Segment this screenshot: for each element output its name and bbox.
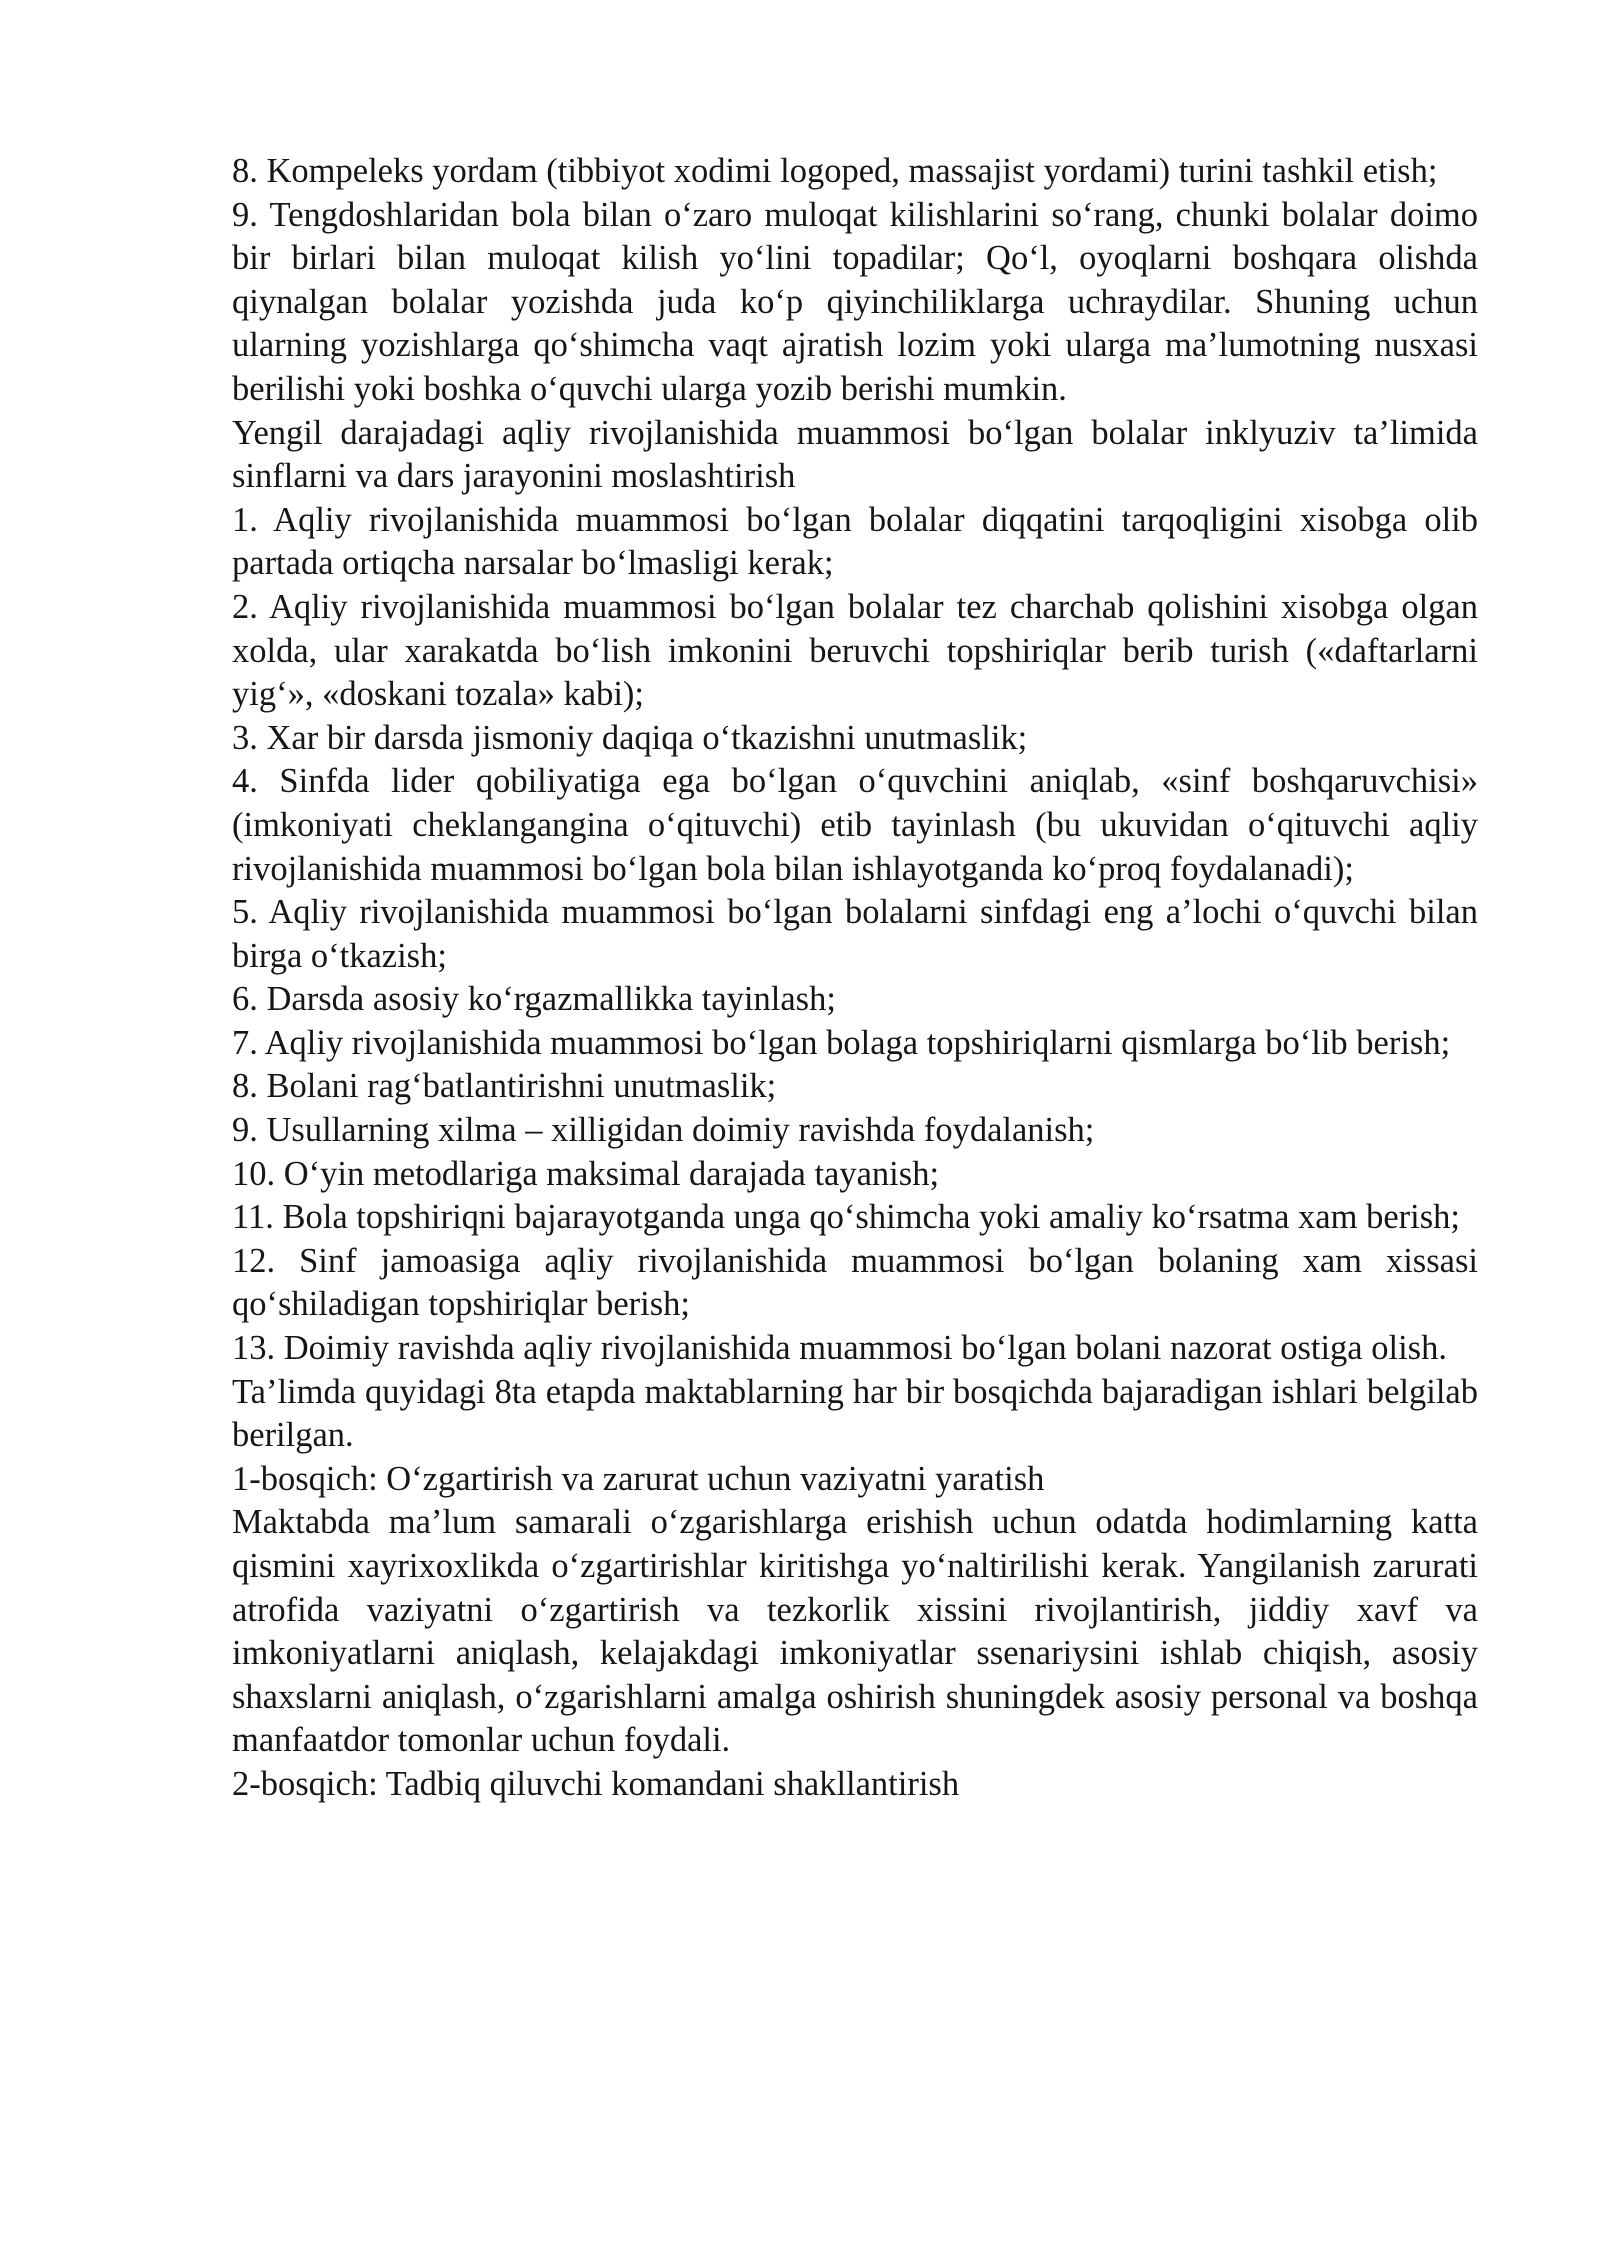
list-item-4: 4. Sinfda lider qobiliyatiga ega bo‘lgan o‘quvchini aniqlab, «sinf boshqaruvchisi» (imkoniyati cheklangangina o‘qituvchi) etib tayinlash (bu ukuvidan o‘qituvchi aqliy rivojlanishida muammosi bo‘lgan bola bilan ishlayotganda ko‘proq foydalanadi); bbox=[232, 762, 1478, 888]
list-item-1: 1. Aqliy rivojlanishida muammosi bo‘lgan bolalar diqqatini tarqoqligini xisobga olib partada ortiqcha narsalar bo‘lmasligi kerak; bbox=[232, 500, 1478, 583]
stage-2-heading: 2-bosqich: Tadbiq qiluvchi komandani shakllantirish bbox=[232, 1764, 960, 1803]
list-item-9: 9. Usullarning xilma – xilligidan doimiy ravishda foydalanish; bbox=[232, 1111, 1095, 1150]
list-item-2: 2. Aqliy rivojlanishida muammosi bo‘lgan bolalar tez charchab qolishini xisobga olgan xolda, ular xarakatda bo‘lish imkonini beruvchi topshiriqlar berib turish («daftarlarni yig‘», «doskani tozala» kabi); bbox=[232, 587, 1478, 714]
document-page bbox=[232, 150, 1478, 1807]
list-item-11: 11. Bola topshiriqni bajarayotganda unga qo‘shimcha yoki amaliy ko‘rsatma xam berish; bbox=[232, 1198, 1460, 1237]
list-item-5: 5. Aqliy rivojlanishida muammosi bo‘lgan bolalarni sinfdagi eng a’lochi o‘quvchi bilan birga o‘tkazish; bbox=[232, 893, 1478, 975]
stages-intro-paragraph: Ta’limda quyidagi 8ta etapda maktablarning har bir bosqichda bajaradigan ishlari belgilab berilgan. bbox=[232, 1372, 1478, 1455]
list-item-8: 8. Bolani rag‘batlantirishni unutmaslik; bbox=[232, 1067, 777, 1106]
stage-1-body: Maktabda ma’lum samarali o‘zgarishlarga erishish uchun odatda hodimlarning katta qismini xayrixoxlikda o‘zgartirishlar kiritishga yo‘naltirilishi kerak. Yangilanish zarurati atrofida vaziyatni o‘zgartirish va tezkorlik xissini rivojlantirish, jiddiy xavf va imkoniyatlarni aniqlash, kelajakdagi imkoniyatlar ssenariysini ishlab chiqish, asosiy shaxslarni aniqlash, o‘zgarishlarni amalga oshirish shuningdek asosiy personal va boshqa manfaatdor tomonlar uchun foydali. bbox=[232, 1503, 1478, 1760]
list-item-9-peer-communication: 9. Tengdoshlaridan bola bilan o‘zaro muloqat kilishlarini so‘rang, chunki bolalar doimo bir birlari bilan muloqat kilish yo‘lini topadilar; Qo‘l, oyoqlarni boshqara olishda qiynalgan bolalar yozishda juda ko‘p qiyinchiliklarga uchraydilar. Shuning uchun ularning yozishlarga qo‘shimcha vaqt ajratish lozim yoki ularga ma’lumotning nusxasi berilishi yoki boshka o‘quvchi ularga yozib berishi mumkin. bbox=[232, 195, 1478, 408]
list-item-7: 7. Aqliy rivojlanishida muammosi bo‘lgan bolaga topshiriqlarni qismlarga bo‘lib berish; bbox=[232, 1023, 1451, 1062]
list-item-3: 3. Xar bir darsda jismoniy daqiqa o‘tkazishni unutmaslik; bbox=[232, 718, 1028, 757]
list-item-12: 12. Sinf jamoasiga aqliy rivojlanishida muammosi bo‘lgan bolaning xam xissasi qo‘shiladigan topshiriqlar berish; bbox=[232, 1241, 1478, 1324]
section-heading-adaptation: Yengil darajadagi aqliy rivojlanishida muammosi bo‘lgan bolalar inklyuziv ta’limida sinflarni va dars jarayonini moslashtirish bbox=[232, 413, 1478, 496]
list-item-8-complex-help: 8. Kompeleks yordam (tibbiyot xodimi logoped, massajist yordami) turini tashkil etish; bbox=[232, 152, 1438, 190]
list-item-13: 13. Doimiy ravishda aqliy rivojlanishida muammosi bo‘lgan bolani nazorat ostiga olish. bbox=[232, 1329, 1447, 1368]
stage-1-heading: 1-bosqich: O‘zgartirish va zarurat uchun vaziyatni yaratish bbox=[232, 1459, 1045, 1498]
list-item-6: 6. Darsda asosiy ko‘rgazmallikka tayinlash; bbox=[232, 980, 836, 1019]
list-item-10: 10. O‘yin metodlariga maksimal darajada tayanish; bbox=[232, 1154, 940, 1193]
